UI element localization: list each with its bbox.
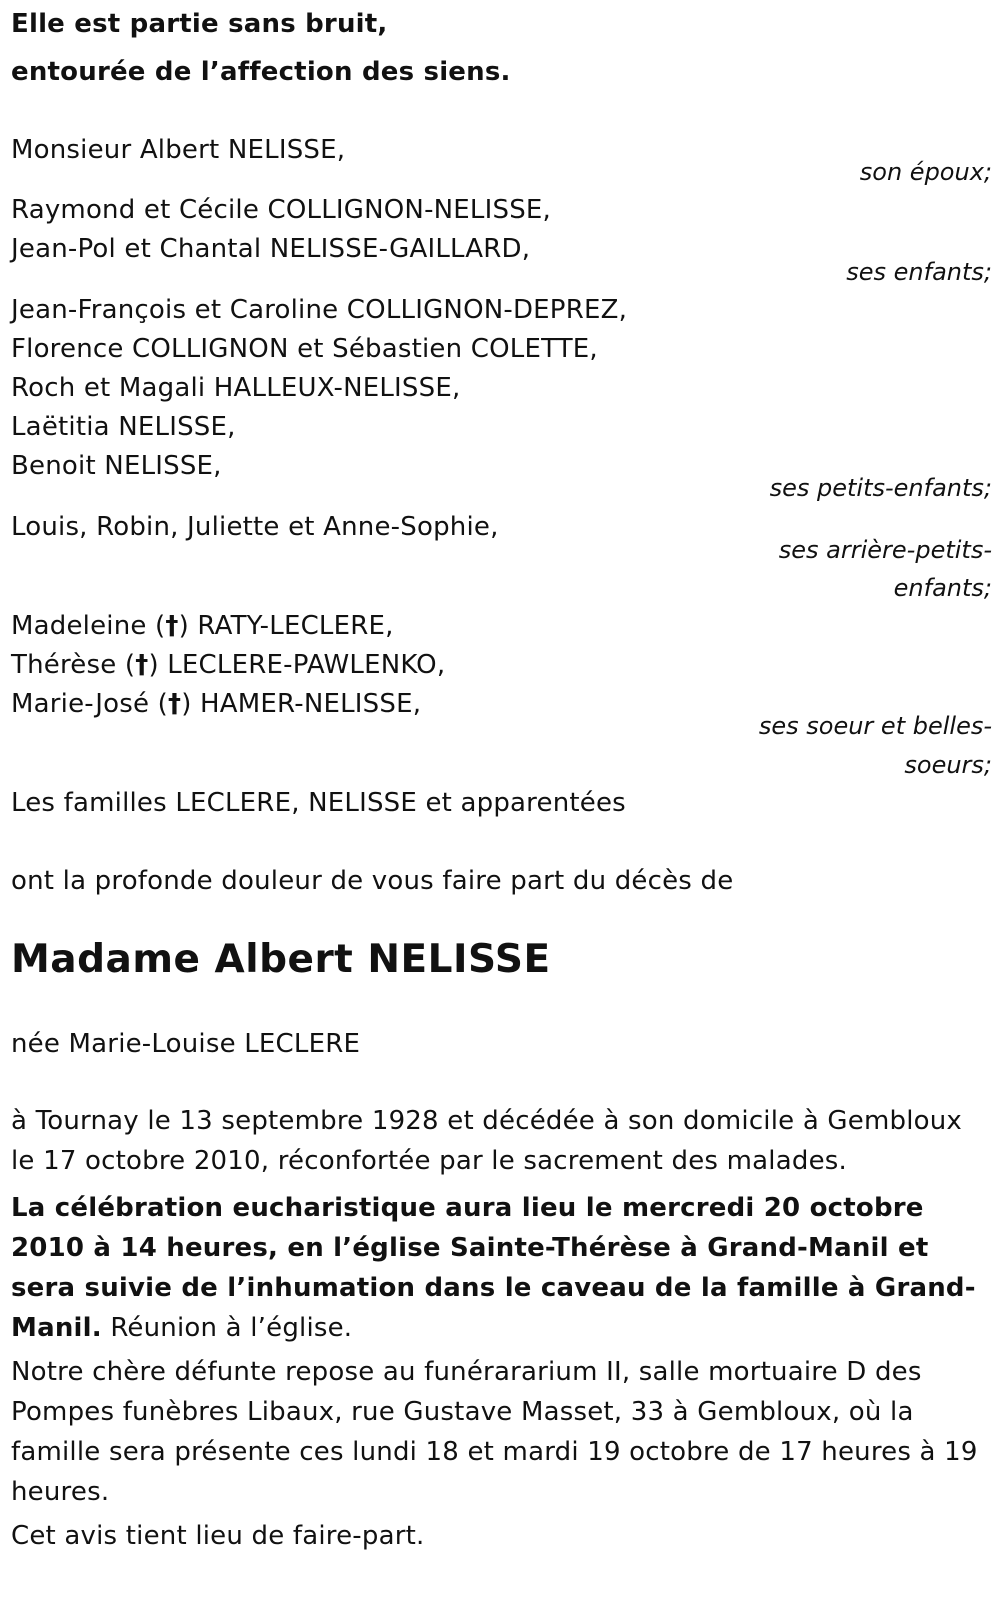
grandchild-line: Florence COLLIGNON et Sébastien COLETTE, bbox=[11, 334, 598, 364]
birth-name: née Marie-Louise LECLERE bbox=[11, 1029, 361, 1059]
intro-line-1: Elle est partie sans bruit, bbox=[11, 9, 388, 39]
birth-death-paragraph: à Tournay le 13 septembre 1928 et décédée à son domicile à Gembloux le 17 octobre 2010, réconfortée par le sacrement des malades. bbox=[11, 1106, 962, 1176]
ceremony-bold-text: La célébration eucharistique aura lieu le mercredi 20 octobre 2010 à 14 heures, en l’église Sainte-Thérèse à Grand-Manil et sera suivie de l’inhumation dans le caveau de la famille à Grand-Manil. bbox=[11, 1193, 976, 1343]
sibling-line bbox=[11, 645, 445, 685]
sibling-line bbox=[11, 606, 394, 646]
visitation-paragraph: Notre chère défunte repose au funérararium II, salle mortuaire D des Pompes funèbres Libaux, rue Gustave Masset, 33 à Gembloux, où la famille sera présente ces lundi 18 et mardi 19 octobre de 17 heures à 19 heures. bbox=[11, 1357, 978, 1507]
announcement: ont la profonde douleur de vous faire part du décès de bbox=[11, 866, 734, 896]
child-line: Raymond et Cécile COLLIGNON-NELISSE, bbox=[11, 195, 551, 225]
closing-line: Cet avis tient lieu de faire-part. bbox=[11, 1521, 425, 1551]
siblings-role-line-2: soeurs; bbox=[904, 751, 992, 779]
grandchild-line: Laëtitia NELISSE, bbox=[11, 412, 236, 442]
ceremony-rest-text: Réunion à l’église. bbox=[110, 1313, 353, 1343]
sibling-first-name: Marie-José ( bbox=[11, 689, 169, 719]
families-line: Les familles LECLERE, NELISSE et apparentées bbox=[11, 788, 626, 818]
grandchild-line: Benoit NELISSE, bbox=[11, 451, 222, 481]
deceased-name: Madame Albert NELISSE bbox=[11, 937, 551, 982]
sibling-first-name: Madeleine ( bbox=[11, 611, 166, 641]
sibling-last-name: ) RATY-LECLERE, bbox=[178, 611, 394, 641]
sibling-first-name: Thérèse ( bbox=[11, 650, 136, 680]
ceremony-paragraph bbox=[11, 1188, 991, 1348]
cross-icon: † bbox=[168, 689, 182, 719]
great-grandchildren-role-line-1: ses arrière-petits- bbox=[778, 536, 992, 564]
cross-icon: † bbox=[165, 611, 179, 641]
sibling-last-name: ) HAMER-NELISSE, bbox=[181, 689, 422, 719]
grandchild-line: Roch et Magali HALLEUX-NELISSE, bbox=[11, 373, 461, 403]
sibling-last-name: ) LECLERE-PAWLENKO, bbox=[148, 650, 446, 680]
children-role: ses enfants; bbox=[846, 258, 992, 286]
intro-line-2: entourée de l’affection des siens. bbox=[11, 57, 511, 87]
cross-icon: † bbox=[135, 650, 149, 680]
siblings-role-line-1: ses soeur et belles- bbox=[758, 712, 992, 740]
grandchildren-role: ses petits-enfants; bbox=[769, 474, 992, 502]
spouse-name: Monsieur Albert NELISSE, bbox=[11, 135, 346, 165]
great-grandchildren-role-line-2: enfants; bbox=[893, 574, 992, 602]
child-line: Jean-Pol et Chantal NELISSE-GAILLARD, bbox=[11, 234, 531, 264]
spouse-role: son époux; bbox=[859, 158, 992, 186]
grandchild-line: Jean-François et Caroline COLLIGNON-DEPREZ, bbox=[11, 295, 628, 325]
great-grandchildren-line: Louis, Robin, Juliette et Anne-Sophie, bbox=[11, 512, 499, 542]
sibling-line bbox=[11, 684, 421, 724]
